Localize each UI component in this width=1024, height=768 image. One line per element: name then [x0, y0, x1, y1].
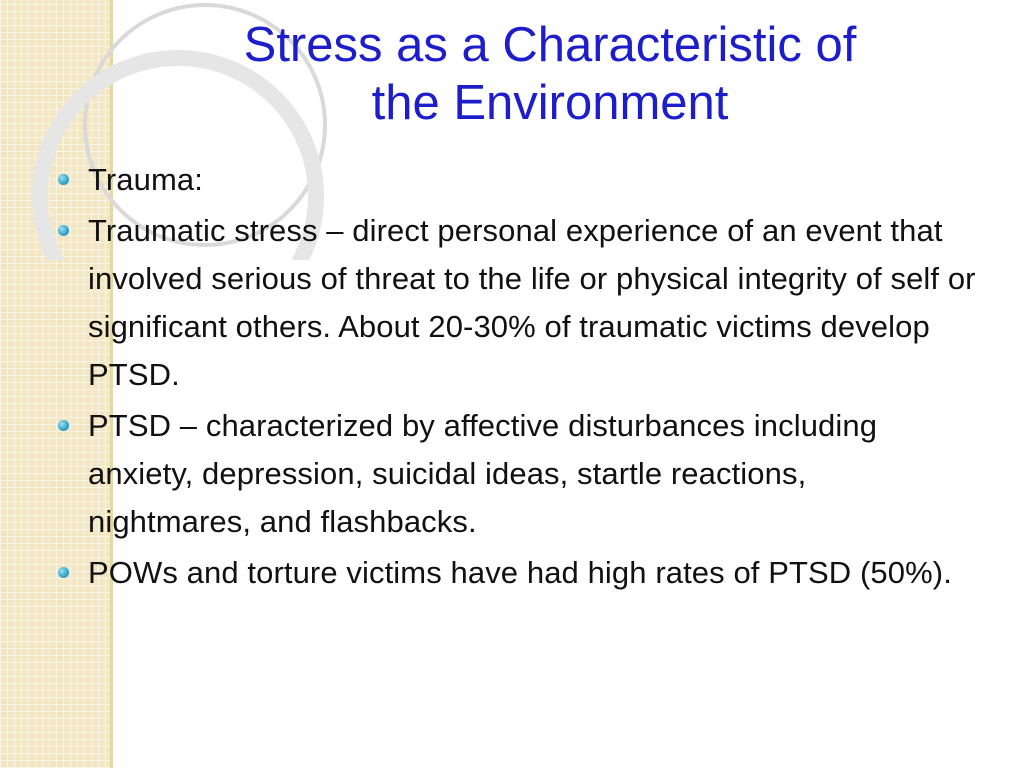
bullet-item-pows — [58, 549, 978, 597]
bullet-icon — [58, 174, 69, 185]
bullet-text: POWs and torture victims have had high rates of PTSD (50%). — [88, 555, 952, 590]
title-line-2: the Environment — [371, 76, 729, 130]
bullet-item-traumatic-stress — [58, 207, 978, 399]
bullet-icon — [58, 225, 69, 236]
title-line-1: Stress as a Characteristic of — [243, 18, 857, 72]
bullet-icon — [58, 567, 69, 578]
bullet-item-trauma — [58, 156, 978, 204]
slide-title — [120, 16, 980, 132]
bullet-icon — [58, 420, 69, 431]
bullet-item-ptsd — [58, 402, 978, 546]
bullet-text: Traumatic stress – direct personal experience of an event that involved serious of threat to the life or physical integrity of self or significant others. About 20-30% of traumatic victims develop PTSD. — [88, 213, 976, 392]
bullet-list — [58, 156, 978, 600]
bullet-text: PTSD – characterized by affective disturbances including anxiety, depression, suicidal ideas, startle reactions, nightmares, and flashbacks. — [88, 408, 878, 539]
bullet-text: Trauma: — [88, 162, 203, 197]
